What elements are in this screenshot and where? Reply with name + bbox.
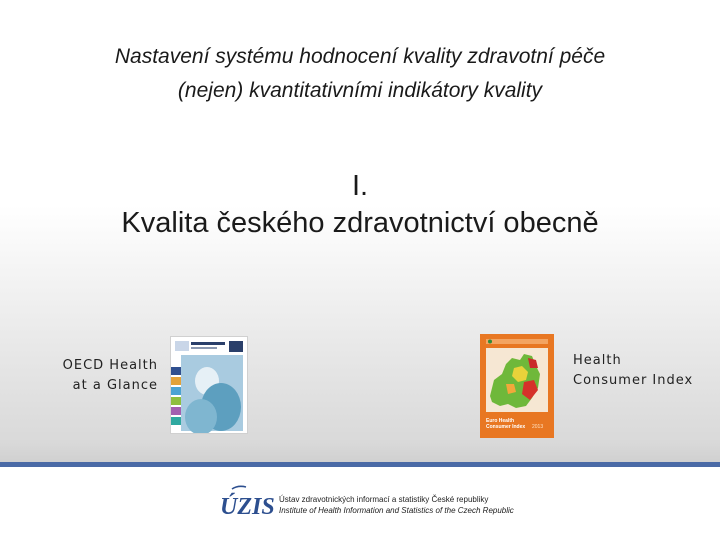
hci-label-line-1: Health (573, 353, 622, 368)
oecd-label-line-1: OECD Health (62, 358, 158, 373)
hci-cover-title (486, 418, 525, 430)
hci-cover-title-line-1: Euro Health (486, 418, 515, 424)
oecd-label-line-2: at a Glance (72, 378, 158, 393)
heading-number: I. (351, 170, 369, 202)
slide-heading (0, 168, 720, 242)
footer-org-cz: Ústav zdravotnických informací a statistiky České republiky (279, 495, 489, 504)
footer-organization (279, 494, 514, 516)
oecd-cover-art (171, 337, 247, 433)
subtitle-line-2: (nejen) kvantitativními indikátory kvality (177, 79, 543, 102)
slide-subtitle (0, 40, 720, 108)
heading-title: Kvalita českého zdravotnictví obecně (121, 207, 599, 239)
uzis-logo-mark (218, 485, 274, 519)
hci-cover-title-line-2: Consumer Index (486, 424, 526, 430)
oecd-cover-image (170, 336, 248, 434)
hci-label-line-2: Consumer Index (573, 373, 694, 388)
hci-cover-year: 2013 (532, 424, 544, 430)
oecd-label (40, 356, 158, 396)
footer-org-en: Institute of Health Information and Statistics of the Czech Republic (279, 506, 514, 515)
hci-label (573, 351, 713, 391)
subtitle-line-1: Nastavení systému hodnocení kvality zdravotní péče (114, 45, 606, 68)
hci-cover-image (480, 334, 554, 438)
uzis-logo-text: ÚZIS (220, 494, 274, 519)
uzis-logo (218, 485, 274, 519)
